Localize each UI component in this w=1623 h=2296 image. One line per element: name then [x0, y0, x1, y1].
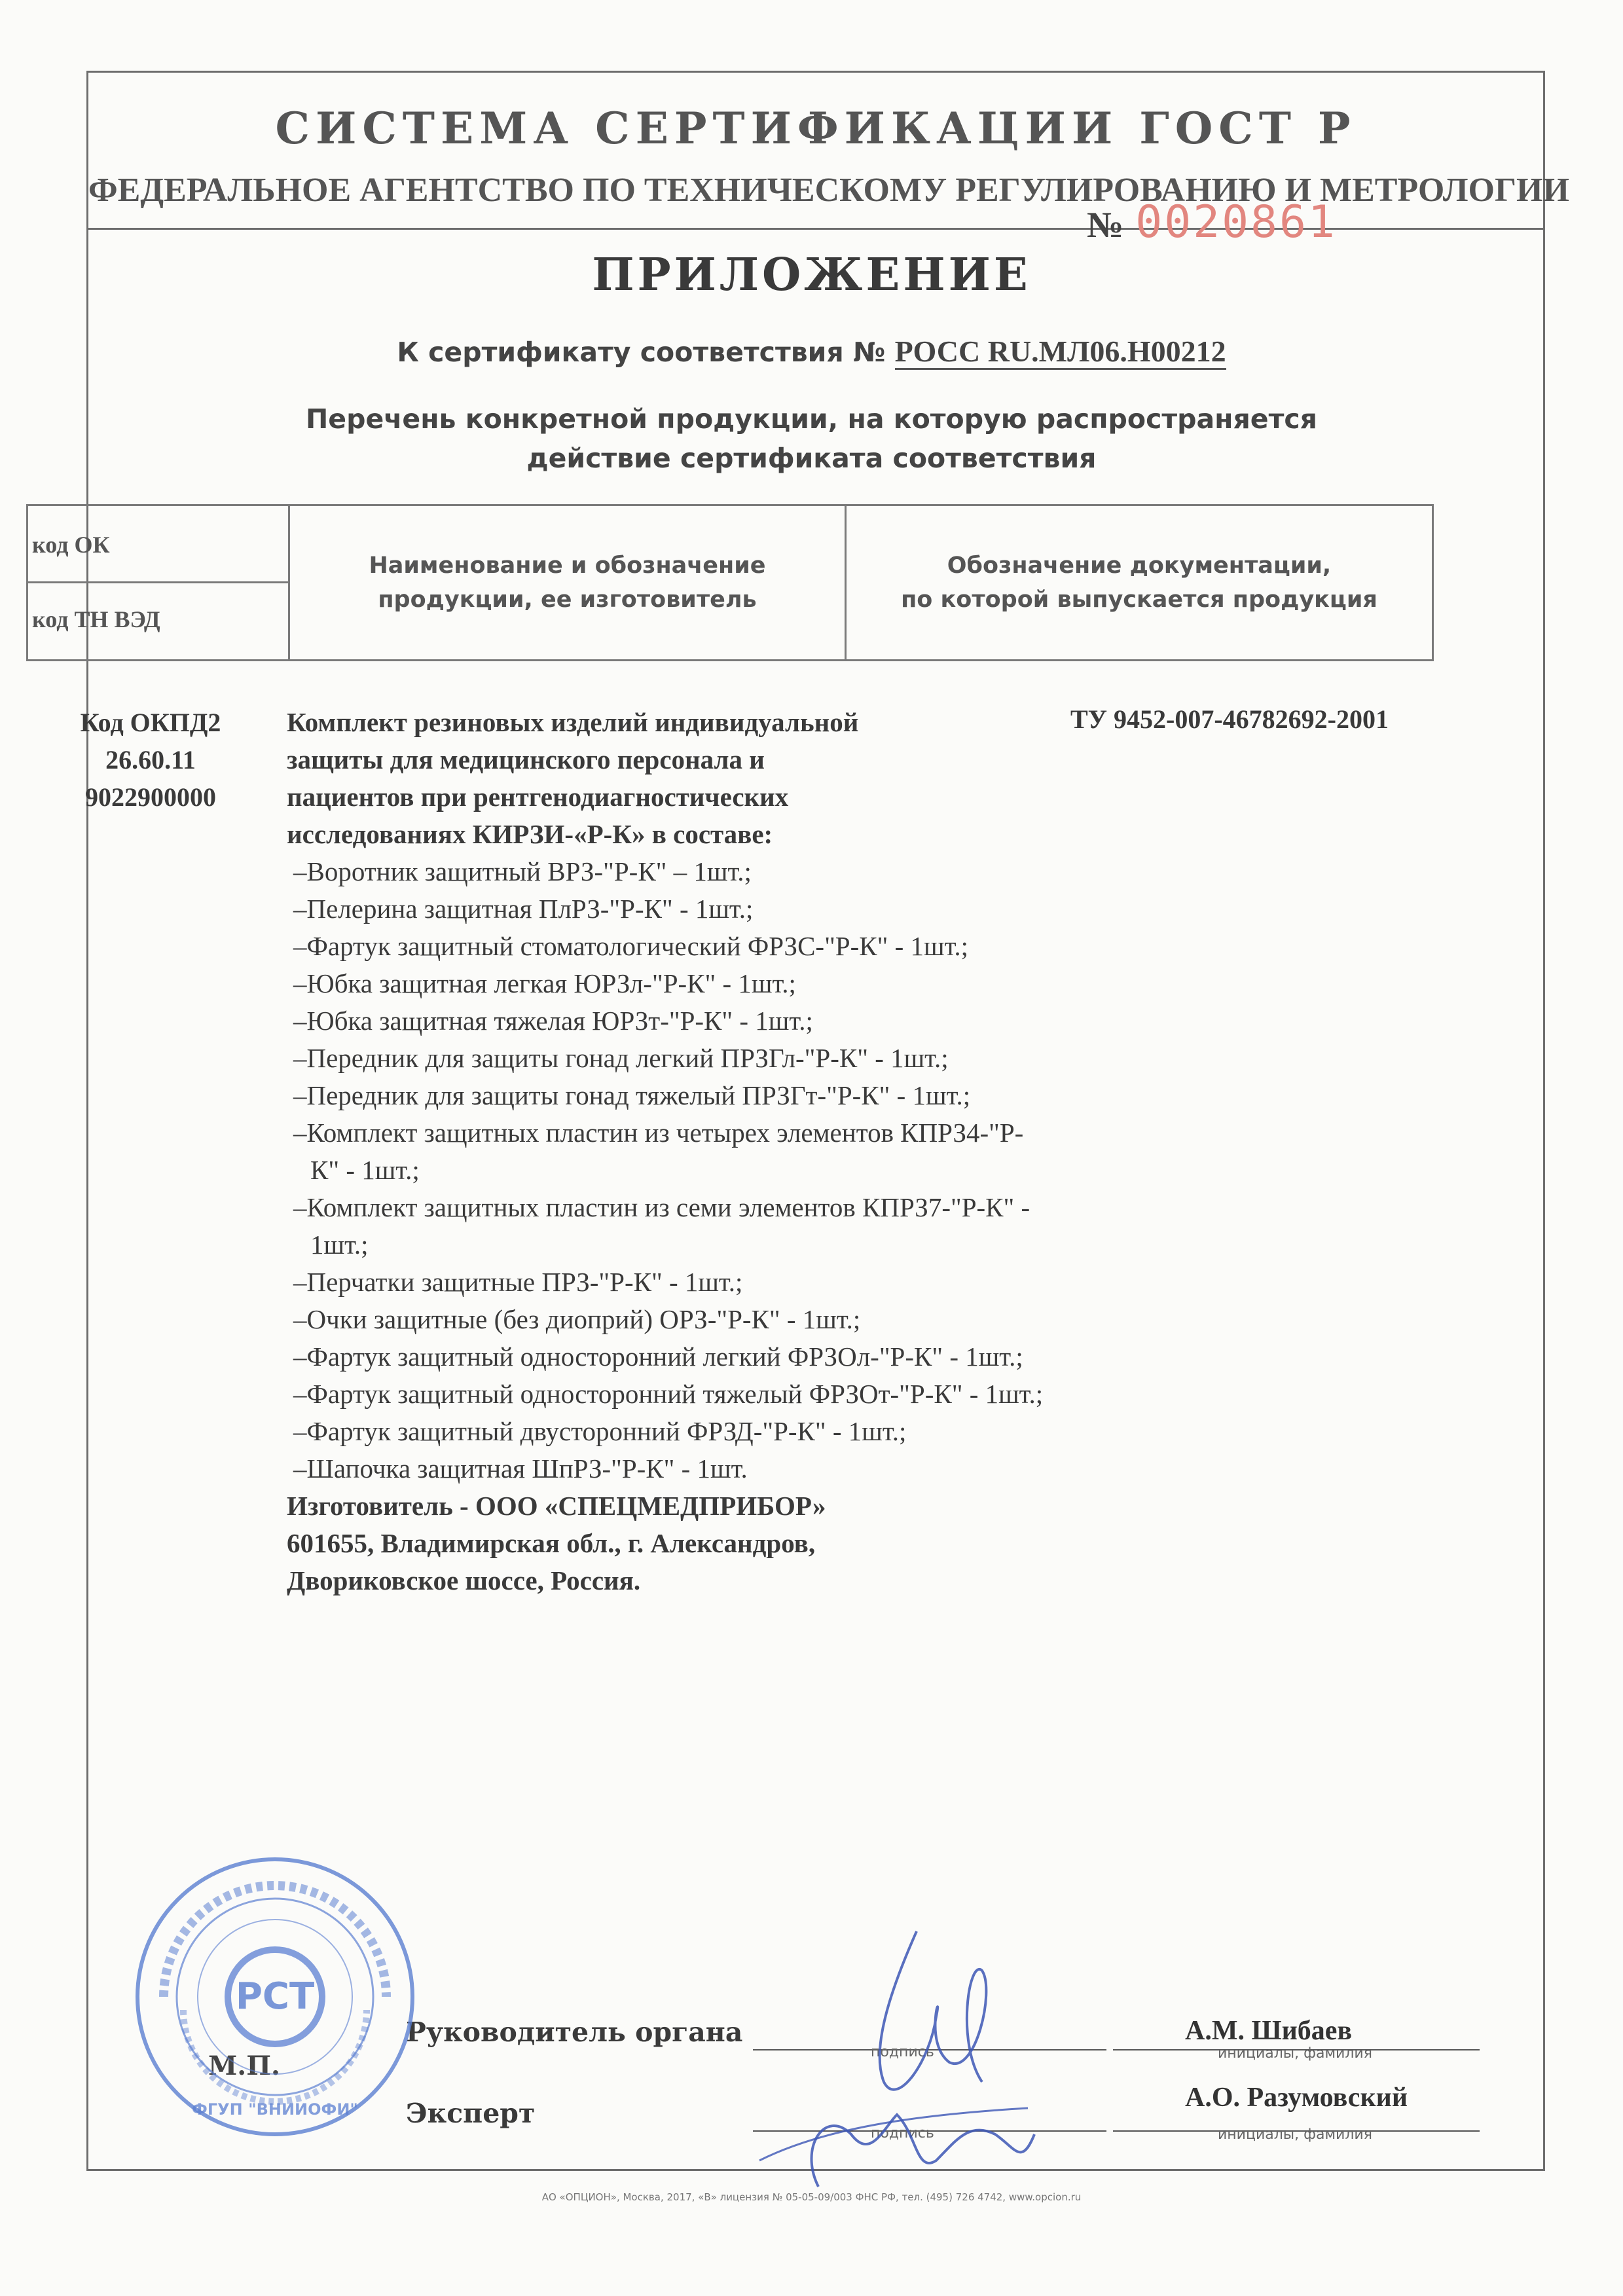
list-intro-line: Перечень конкретной продукции, на которую распространяется — [305, 403, 1318, 435]
list-item: –Фартук защитный двусторонний ФРЗД-"Р-К" - 1шт.; — [293, 1416, 907, 1446]
list-item: –Фартук защитный односторонний легкий ФРЗОл-"Р-К" - 1шт.; — [293, 1341, 1023, 1372]
signature-mark — [720, 1912, 1061, 2200]
system-title: СИСТЕМА СЕРТИФИКАЦИИ ГОСТ Р — [275, 103, 1357, 154]
list-item: –Передник для защиты гонад тяжелый ПРЗГт-"Р-К" - 1шт.; — [293, 1080, 971, 1110]
certificate-reference — [0, 334, 1623, 369]
cert-number: РОСС RU.МЛ06.Н00212 — [895, 335, 1226, 370]
expert-sign-hint: подпись — [871, 2125, 934, 2141]
product-intro-line: исследованиях КИРЗИ-«Р-К» в составе: — [287, 819, 773, 849]
seal-mark: М.П. — [208, 2050, 280, 2081]
code-tn-label: код ТН ВЭД — [32, 606, 160, 632]
doc-designation: ТУ 9452-007-46782692-2001 — [1070, 704, 1389, 734]
code-ok-label: код ОК — [32, 532, 110, 558]
expert-label: Эксперт — [406, 2098, 536, 2129]
product-description — [287, 704, 1046, 1599]
table-header — [26, 504, 1434, 661]
list-intro-line: действие сертификата соответствия — [526, 443, 1097, 474]
form-number — [1087, 196, 1337, 248]
list-item: –Юбка защитная тяжелая ЮРЗт-"Р-К" - 1шт.; — [293, 1006, 813, 1036]
list-item: –Фартук защитный стоматологический ФРЗС-"Р-К" - 1шт.; — [293, 931, 969, 961]
list-item: –Передник для защиты гонад легкий ПРЗГл-"Р-К" - 1шт.; — [293, 1043, 949, 1073]
stamp-bottom: ФГУП "ВНИИОФИ" — [192, 2100, 358, 2119]
doc-column-header — [847, 506, 1432, 659]
stamp-center: РСТ — [235, 1975, 315, 2018]
expert-name-hint: инициалы, фамилия — [1218, 2126, 1372, 2143]
list-item: –Пелерина защитная ПлРЗ-"Р-К" - 1шт.; — [293, 894, 754, 924]
expert-name: А.О. Разумовский — [1185, 2083, 1408, 2113]
code-column-header — [28, 506, 290, 659]
list-item: –Фартук защитный односторонний тяжелый ФРЗОт-"Р-К" - 1шт.; — [293, 1379, 1044, 1409]
list-item: –Комплект защитных пластин из семи элементов КПРЗ7-"Р-К" - 1шт.; — [293, 1192, 1030, 1260]
appendix-title: ПРИЛОЖЕНИЕ — [592, 249, 1031, 301]
list-item: –Шапочка защитная ШпРЗ-"Р-К" - 1шт. — [293, 1453, 748, 1484]
manufacturer-line: 601655, Владимирская обл., г. Александров, — [287, 1528, 816, 1558]
number-sign: № — [1087, 205, 1124, 246]
doc-header-line: по которой выпускается продукция — [901, 587, 1377, 613]
code-ok-cell — [28, 506, 288, 583]
list-intro — [0, 399, 1623, 478]
head-name: А.М. Шибаев — [1185, 2016, 1353, 2046]
code-line: 9022900000 — [85, 782, 216, 812]
product-header-line: Наименование и обозначение — [369, 553, 766, 579]
doc-header-line: Обозначение документации, — [947, 553, 1332, 579]
code-line: Код ОКПД2 — [80, 708, 221, 737]
product-intro-line: защиты для медицинского персонала и — [287, 744, 765, 774]
product-codes — [52, 704, 249, 816]
cert-ref-prefix: К сертификату соответствия № — [397, 337, 886, 368]
head-label: Руководитель органа — [406, 2016, 743, 2048]
organization-stamp — [131, 1853, 419, 2141]
product-column-header — [290, 506, 847, 659]
product-header-line: продукции, ее изготовитель — [378, 587, 757, 613]
list-item: –Юбка защитная легкая ЮРЗл-"Р-К" - 1шт.; — [293, 968, 796, 998]
list-item: –Перчатки защитные ПРЗ-"Р-К" - 1шт.; — [293, 1267, 743, 1297]
manufacturer-line: Двориковское шоссе, Россия. — [287, 1565, 641, 1595]
product-intro — [287, 704, 1046, 853]
list-item: –Воротник защитный ВРЗ-"Р-К" – 1шт.; — [293, 856, 752, 886]
product-intro-line: пациентов при рентгенодиагностических — [287, 782, 789, 812]
manufacturer — [287, 1487, 1046, 1599]
manufacturer-line: Изготовитель - ООО «СПЕЦМЕДПРИБОР» — [287, 1491, 826, 1521]
head-sign-hint: подпись — [871, 2044, 934, 2060]
head-name-hint: инициалы, фамилия — [1218, 2045, 1372, 2062]
agency-name: ФЕДЕРАЛЬНОЕ АГЕНТСТВО ПО ТЕХНИЧЕСКОМУ РЕГУЛИРОВАНИЮ И МЕТРОЛОГИИ — [88, 172, 1569, 209]
list-item: –Очки защитные (без диоприй) ОРЗ-"Р-К" - 1шт.; — [293, 1304, 861, 1334]
code-line: 26.60.11 — [105, 745, 196, 774]
printer-footer: АО «ОПЦИОН», Москва, 2017, «В» лицензия № 05-05-09/003 ФНС РФ, тел. (495) 726 4742, www.opcion.ru — [541, 2191, 1082, 2203]
form-number-value: 0020861 — [1135, 196, 1337, 248]
product-intro-line: Комплект резиновых изделий индивидуальной — [287, 707, 859, 737]
list-item: –Комплект защитных пластин из четырех элементов КПРЗ4-"Р-К" - 1шт.; — [293, 1118, 1024, 1185]
